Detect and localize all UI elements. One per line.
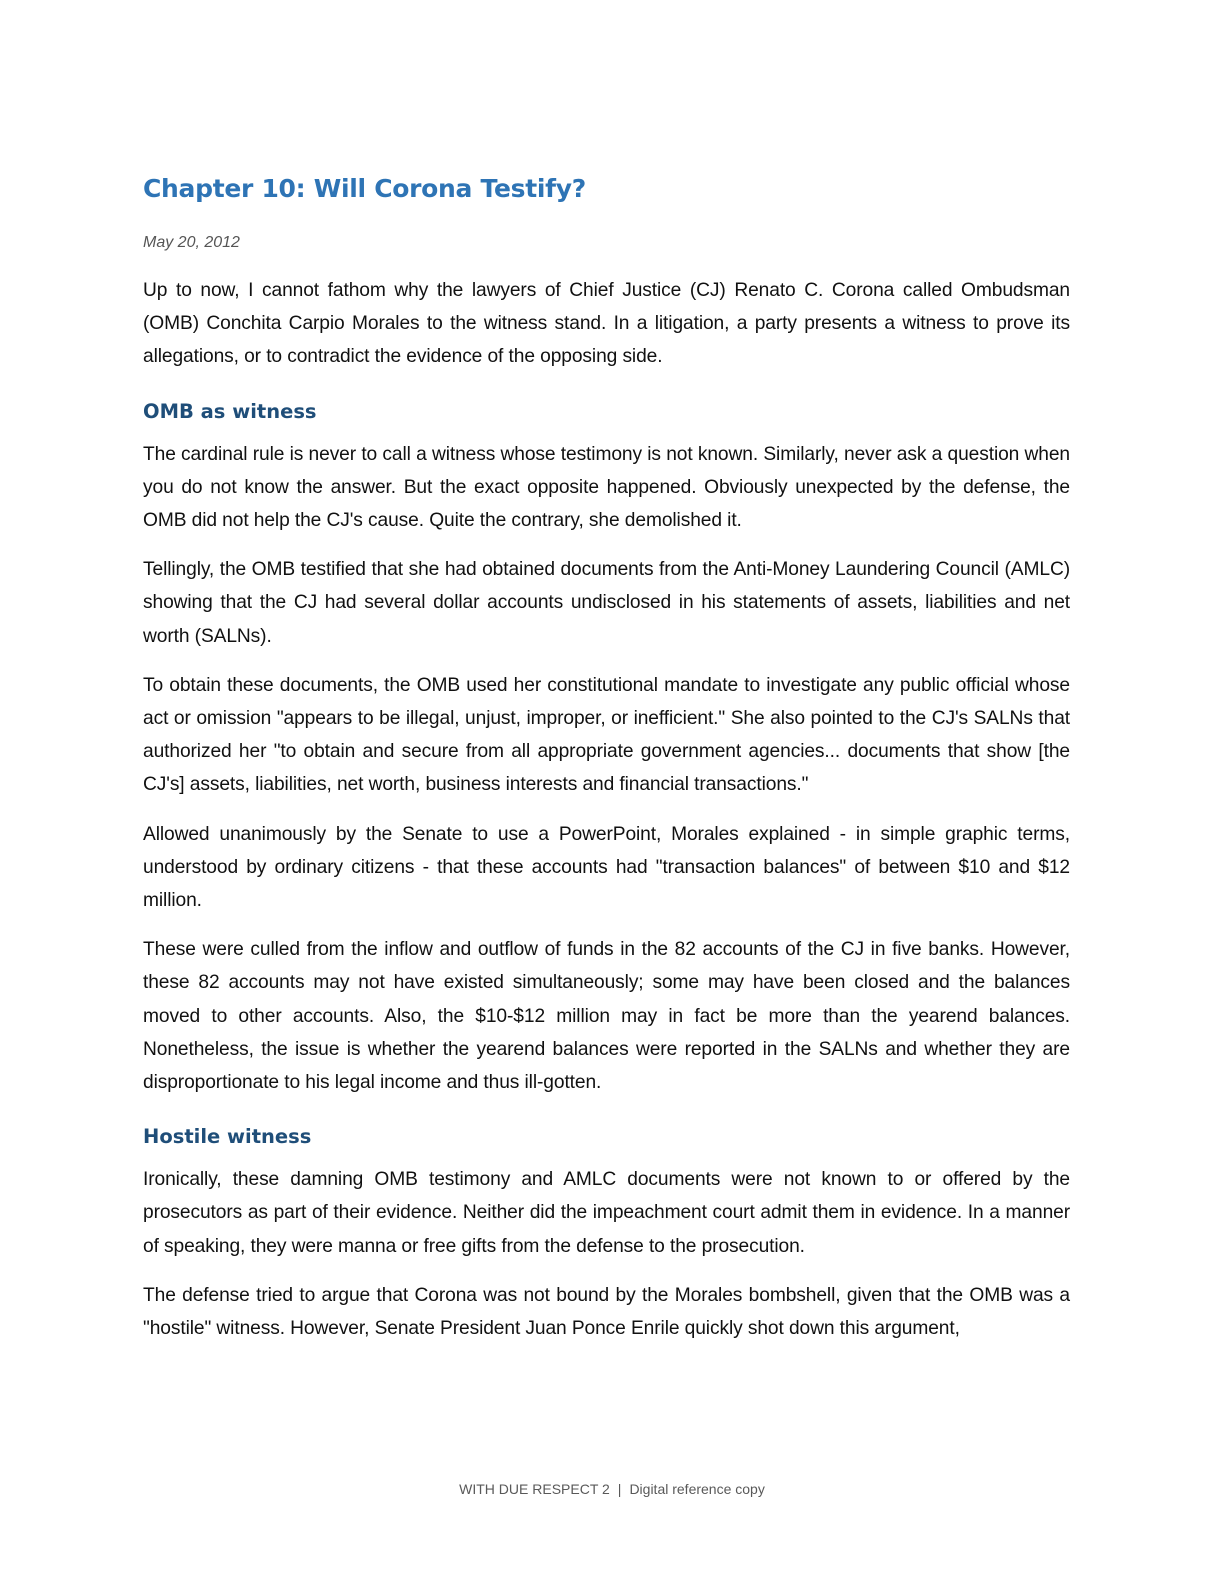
body-paragraph: The defense tried to argue that Corona was not bound by the Morales bombshell, given that the OMB was a "hostile" witness. However, Senate President Juan Ponce Enrile quickly shot down this argument,	[143, 1284, 1070, 1340]
document-page	[143, 168, 1070, 1361]
body-paragraph: Ironically, these damning OMB testimony and AMLC documents were not known to or offered by the prosecutors as part of their evidence. Neither did the impeachment court admit them in evidence. In a manner of speaking, they were manna or free gifts from the defense to the prosecution.	[143, 1169, 1070, 1257]
footer-note: Digital reference copy	[629, 1481, 765, 1497]
publication-date: May 20, 2012	[143, 234, 240, 251]
body-paragraph: The cardinal rule is never to call a witness whose testimony is not known. Similarly, never ask a question when you do not know the answer. But the exact opposite happened. Obviously unexpected by the defense, the OMB did not help the CJ's cause. Quite the contrary, she demolished it.	[143, 443, 1070, 532]
section-heading-omb-as-witness: OMB as witness	[143, 399, 317, 423]
section-heading-hostile-witness: Hostile witness	[143, 1125, 312, 1149]
intro-paragraph: Up to now, I cannot fathom why the lawyers of Chief Justice (CJ) Renato C. Corona called Ombudsman (OMB) Conchita Carpio Morales to the witness stand. In a litigation, a party presents a witness to prove its allegations, or to contradict the evidence of the opposing side.	[143, 280, 1070, 368]
footer-book-title: WITH DUE RESPECT 2	[459, 1481, 610, 1497]
footer-separator: |	[617, 1481, 622, 1497]
body-paragraph: These were culled from the inflow and outflow of funds in the 82 accounts of the CJ in five banks. However, these 82 accounts may not have existed simultaneously; some may have been closed and the balances moved to other accounts. Also, the $10-$12 million may in fact be more than the yearend balances. Nonetheless, the issue is whether the yearend balances were reported in the SALNs and whether they are disproportionate to his legal income and thus ill-gotten.	[143, 939, 1070, 1094]
body-paragraph: To obtain these documents, the OMB used her constitutional mandate to investigate any public official whose act or omission "appears to be illegal, unjust, improper, or inefficient." She also pointed to the CJ's SALNs that authorized her "to obtain and secure from all appropriate government agencies... documents that show [the CJ's] assets, liabilities, net worth, business interests and financial transactions."	[143, 674, 1070, 796]
page-footer	[0, 1478, 1224, 1500]
body-paragraph: Allowed unanimously by the Senate to use a PowerPoint, Morales explained - in simple graphic terms, understood by ordinary citizens - that these accounts had "transaction balances" of between $10 and $12 million.	[143, 823, 1070, 912]
chapter-title: Chapter 10: Will Corona Testify?	[143, 174, 586, 203]
body-paragraph: Tellingly, the OMB testified that she had obtained documents from the Anti-Money Laundering Council (AMLC) showing that the CJ had several dollar accounts undisclosed in his statements of assets, liabilities and net worth (SALNs).	[143, 559, 1070, 647]
